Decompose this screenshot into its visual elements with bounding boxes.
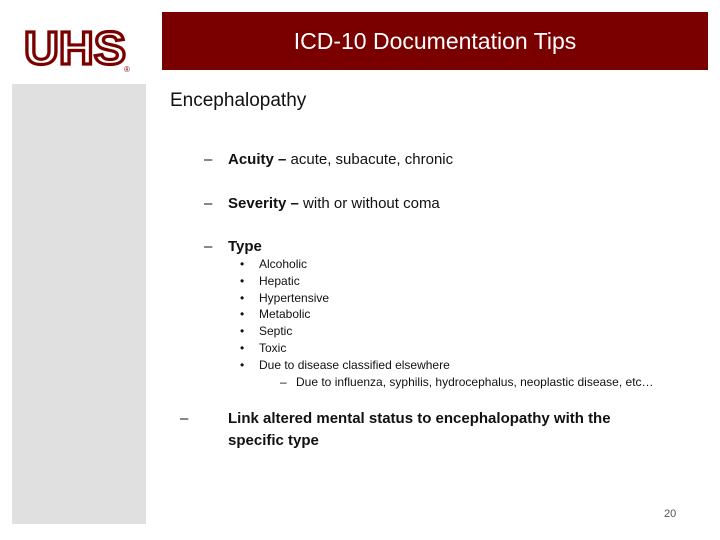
acuity-text: acute, subacute, chronic — [286, 151, 454, 168]
link-item — [180, 408, 664, 452]
uhs-logo — [22, 22, 134, 74]
type-label: Type — [228, 238, 262, 255]
type-disease-elsewhere: Due to disease classified elsewhere — [259, 357, 450, 372]
type-toxic: Toxic — [259, 340, 287, 355]
list-item — [240, 357, 450, 374]
sidebar-panel — [12, 84, 146, 524]
logo-text: UHS — [24, 22, 126, 74]
title-bar — [162, 12, 708, 70]
list-item — [240, 306, 450, 323]
list-item — [240, 256, 450, 273]
section-heading: Encephalopathy — [170, 90, 307, 111]
registered-mark: ® — [124, 65, 130, 74]
dash-marker: – — [204, 195, 213, 212]
severity-label: Severity – — [228, 195, 299, 212]
dash-marker: – — [204, 238, 213, 255]
type-hepatic: Hepatic — [259, 273, 300, 288]
bullet-marker: • — [240, 307, 245, 322]
acuity-item — [204, 149, 453, 171]
dash-marker: – — [180, 410, 189, 427]
bullet-marker: • — [240, 324, 245, 339]
list-item — [240, 340, 450, 357]
type-list — [240, 256, 450, 374]
type-septic: Septic — [259, 324, 293, 339]
severity-text: with or without coma — [298, 195, 440, 212]
bullet-marker: • — [240, 290, 245, 305]
bullet-marker: • — [240, 357, 245, 372]
bullet-marker: • — [240, 340, 245, 355]
type-hypertensive: Hypertensive — [259, 290, 330, 305]
list-item — [240, 273, 450, 290]
type-item — [204, 236, 262, 258]
page-number: 20 — [664, 508, 677, 520]
severity-item — [204, 193, 440, 215]
disease-examples-text: Due to influenza, syphilis, hydrocephalus, neoplastic disease, etc… — [296, 375, 654, 389]
acuity-label: Acuity – — [228, 151, 287, 168]
type-alcoholic: Alcoholic — [259, 257, 308, 271]
dash-marker: – — [280, 375, 287, 389]
slide-title: ICD-10 Documentation Tips — [293, 27, 577, 54]
bullet-marker: • — [240, 273, 245, 288]
bullet-marker: • — [240, 257, 245, 271]
disease-examples — [280, 374, 654, 390]
list-item — [240, 323, 450, 340]
list-item — [240, 290, 450, 307]
link-text: Link altered mental status to encephalopathy with the specific type — [228, 410, 611, 449]
type-metabolic: Metabolic — [259, 307, 311, 322]
dash-marker: – — [204, 151, 213, 168]
uhs-logo-mark — [22, 22, 134, 74]
